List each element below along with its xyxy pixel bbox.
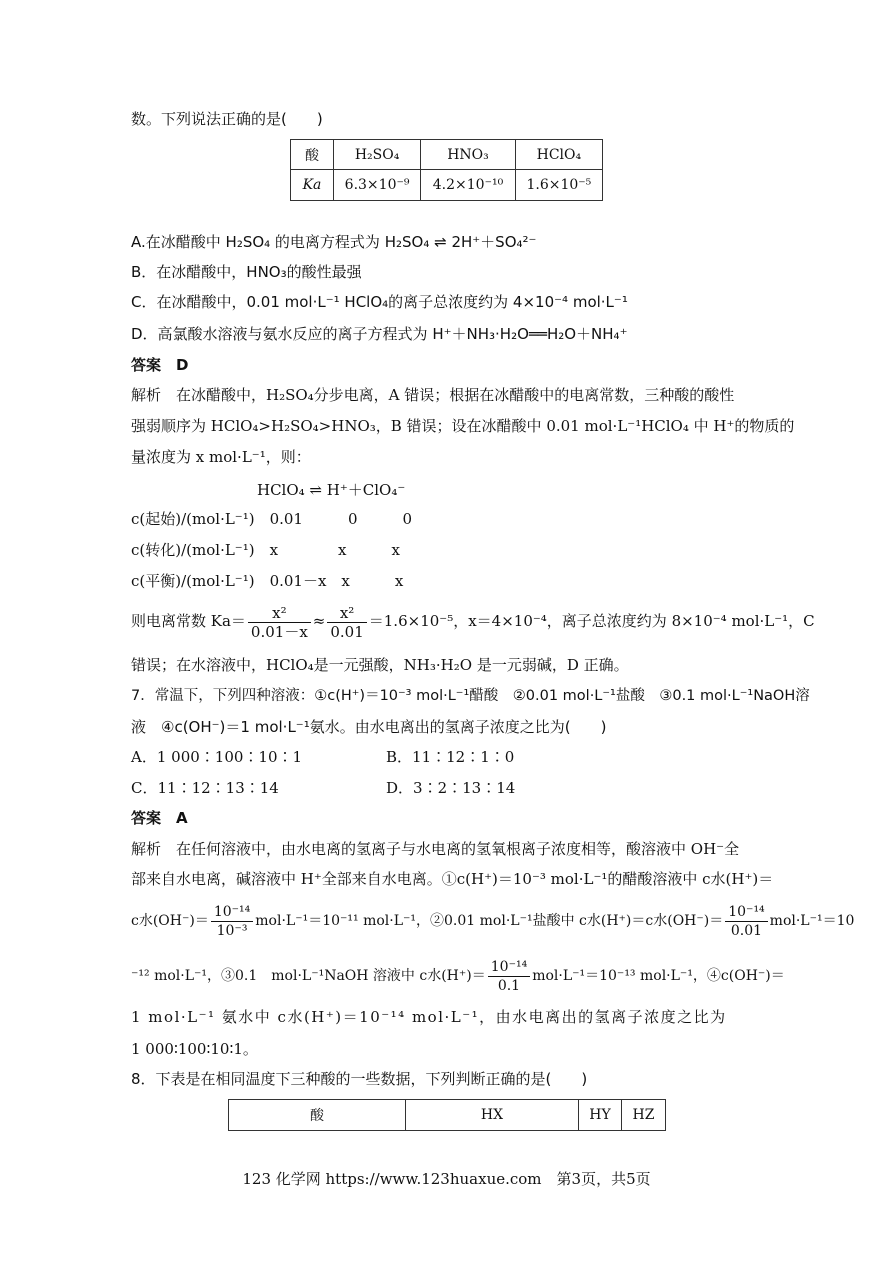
ka-fraction-2-num: x² xyxy=(327,604,366,623)
q7-explanation-line2: 部来自水电离，碱溶液中 H⁺全部来自水电离。①c(H⁺)＝10⁻³ mol·L⁻¹的醋酸溶液中 c水(H⁺)＝ xyxy=(131,870,774,888)
q6-explanation-end: 错误；在水溶液中，HClO₄是一元强酸，NH₃·H₂O 是一元弱碱，D 正确。 xyxy=(131,656,629,674)
ka-fraction-1 xyxy=(248,604,311,641)
ka-suffix: ＝1.6×10⁻⁵，x＝4×10⁻⁴，离子总浓度约为 8×10⁻⁴ mol·L⁻¹，C xyxy=(368,612,815,630)
q6-answer: 答案 D xyxy=(131,356,189,374)
l3-part-c: mol·L⁻¹＝10 xyxy=(769,913,855,929)
q6-explanation-line2: 强弱顺序为 HClO₄>H₂SO₄>HNO₃，B 错误；设在冰醋酸中 0.01 mol·L⁻¹HClO₄ 中 H⁺的物质的 xyxy=(131,417,795,435)
q7-explanation-line1: 解析 在任何溶液中，由水电离的氢离子与水电离的氢氧根离子浓度相等，酸溶液中 OH⁻全 xyxy=(131,840,740,858)
ka-fraction-1-num: x² xyxy=(248,604,311,623)
q6-option-d: D．高氯酸水溶液与氨水反应的离子方程式为 H⁺＋NH₃·H₂O══H₂O＋NH₄⁺ xyxy=(131,325,628,343)
q6-conc-initial: c(起始)/(mol·L⁻¹) 0.01 0 0 xyxy=(131,510,413,528)
q6-option-a: A.在冰醋酸中 H₂SO₄ 的电离方程式为 H₂SO₄ ⇌ 2H⁺＋SO₄²⁻ xyxy=(131,233,537,251)
ka-fraction-1-den: 0.01－x xyxy=(250,622,308,641)
table-header-hclo4: HClO₄ xyxy=(515,140,602,170)
q7-answer: 答案 A xyxy=(131,809,188,827)
q7-stem-line1: 7．常温下，下列四种溶液：①c(H⁺)＝10⁻³ mol·L⁻¹醋酸 ②0.01 mol·L⁻¹盐酸 ③0.1 mol·L⁻¹NaOH溶 xyxy=(131,688,810,704)
l3-fraction-1-den: 10⁻³ xyxy=(216,922,248,939)
ka-approx: ≈ xyxy=(312,612,326,630)
q7-explanation-line5: 1 mol·L⁻¹ 氨水中 c水(H⁺)＝10⁻¹⁴ mol·L⁻¹，由水电离出的氢离子浓度之比为 xyxy=(131,1008,727,1026)
table-header-h2so4: H₂SO₄ xyxy=(334,140,421,170)
q7-explanation-line3 xyxy=(131,902,854,940)
l4-fraction-num: 10⁻¹⁴ xyxy=(488,958,530,977)
l3-fraction-2-den: 0.01 xyxy=(730,922,763,939)
l4-part-a: ⁻¹² mol·L⁻¹，③0.1 mol·L⁻¹NaOH 溶液中 c水(H⁺)＝ xyxy=(131,968,486,984)
l4-fraction-den: 0.1 xyxy=(497,977,521,994)
table-header-hno3: HNO₃ xyxy=(421,140,516,170)
q6-explanation-line1: 解析 在冰醋酸中，H₂SO₄分步电离，A 错误；根据在冰醋酸中的电离常数，三种酸的酸性 xyxy=(131,386,735,404)
l3-fraction-1 xyxy=(211,903,253,940)
l4-fraction xyxy=(488,958,530,995)
q8-stem: 8．下表是在相同温度下三种酸的一些数据，下列判断正确的是( ) xyxy=(131,1070,588,1088)
q8-header-hy: HY xyxy=(579,1100,622,1131)
q7-option-c: C．11∶12∶13∶14 xyxy=(131,779,279,797)
q8-table xyxy=(228,1099,666,1131)
q7-explanation-line6: 1 000∶100∶10∶1。 xyxy=(131,1040,258,1058)
table-cell-ka-h2so4: 6.3×10⁻⁹ xyxy=(334,170,421,201)
l3-fraction-2-num: 10⁻¹⁴ xyxy=(725,903,767,922)
table-row-ka-label: Ka xyxy=(291,170,334,201)
q7-option-b: B．11∶12∶1∶0 xyxy=(386,748,515,766)
l3-fraction-1-num: 10⁻¹⁴ xyxy=(211,903,253,922)
table-cell-ka-hclo4: 1.6×10⁻⁵ xyxy=(515,170,602,201)
table-cell-ka-hno3: 4.2×10⁻¹⁰ xyxy=(421,170,516,201)
q6-ka-table xyxy=(290,139,603,201)
q6-conc-change: c(转化)/(mol·L⁻¹) x x x xyxy=(131,541,400,559)
table-header-acid: 酸 xyxy=(291,140,334,170)
q6-stem: 数。下列说法正确的是( ) xyxy=(131,110,323,128)
q6-ionization-equation: HClO₄ ⇌ H⁺＋ClO₄⁻ xyxy=(257,481,406,499)
q8-header-hx: HX xyxy=(406,1100,579,1131)
ka-fraction-2 xyxy=(327,604,366,641)
q6-option-b: B．在冰醋酸中，HNO₃的酸性最强 xyxy=(131,263,362,281)
ka-fraction-2-den: 0.01 xyxy=(330,622,364,641)
q8-header-hz: HZ xyxy=(622,1100,666,1131)
page-footer: 123 化学网 https://www.123huaxue.com 第3页，共5页 xyxy=(242,1170,651,1188)
l3-part-a: c水(OH⁻)＝ xyxy=(131,913,209,929)
l3-fraction-2 xyxy=(725,903,767,940)
q7-option-a: A．1 000∶100∶10∶1 xyxy=(131,748,303,766)
q6-explanation-line3: 量浓度为 x mol·L⁻¹，则： xyxy=(131,448,311,466)
q6-conc-equilibrium: c(平衡)/(mol·L⁻¹) 0.01－x x x xyxy=(131,572,404,590)
l4-part-b: mol·L⁻¹＝10⁻¹³ mol·L⁻¹，④c(OH⁻)＝ xyxy=(532,968,785,984)
q8-header-acid: 酸 xyxy=(229,1100,406,1131)
q7-stem-line2: 液 ④c(OH⁻)＝1 mol·L⁻¹氨水。由水电离出的氢离子浓度之比为( ) xyxy=(131,718,607,736)
q7-option-d: D．3∶2∶13∶14 xyxy=(386,779,516,797)
q6-ka-calculation xyxy=(131,602,815,641)
q6-option-c: C．在冰醋酸中，0.01 mol·L⁻¹ HClO₄的离子总浓度约为 4×10⁻⁴ mol·L⁻¹ xyxy=(131,293,628,311)
ka-prefix: 则电离常数 Ka＝ xyxy=(131,612,246,630)
q7-explanation-line4 xyxy=(131,957,785,995)
l3-part-b: mol·L⁻¹＝10⁻¹¹ mol·L⁻¹，②0.01 mol·L⁻¹盐酸中 c水(H⁺)＝c水(OH⁻)＝ xyxy=(255,913,724,929)
